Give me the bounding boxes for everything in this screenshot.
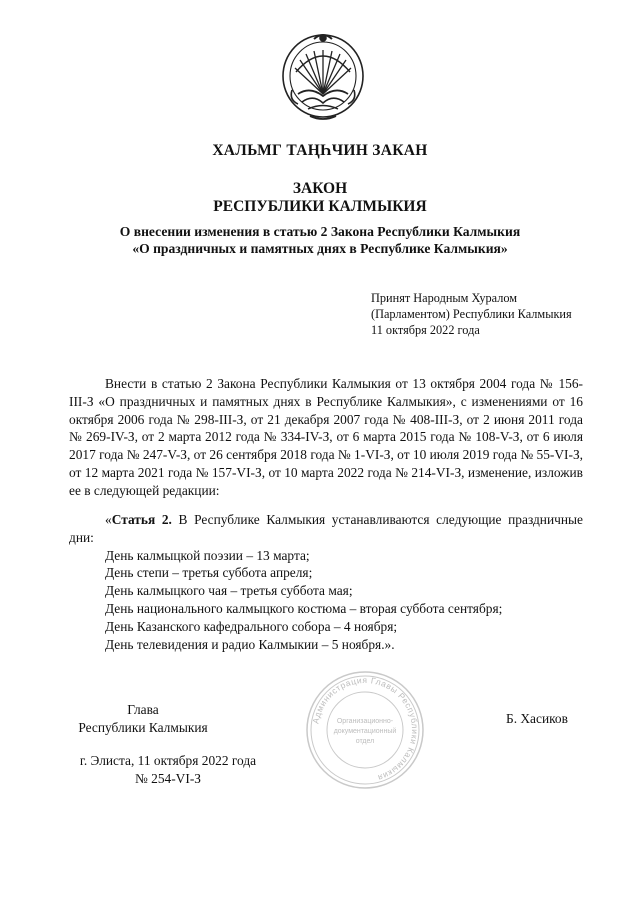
- holiday-item: День телевидения и радио Калмыкии – 5 ноября.».: [105, 636, 395, 652]
- stamp-ring-text: Администрация Главы Республики Калмыкия: [310, 674, 421, 784]
- adoption-note: [371, 290, 572, 338]
- law-title-line-1: ЗАКОН: [292, 180, 348, 197]
- body-paragraph: Внести в статью 2 Закона Республики Калмыкия от 13 октября 2004 года № 156-III-З «О праздничных и памятных днях в Республике Калмыкия», с изменениями от 16 октября 2006 года № 298-III-З, от 21 декабря 2007 года № 408-III-З, от 2 июня 2011 года № 269-IV-З, от 2 марта 2012 года № 334-IV-З, от 6 марта 2015 года № 108-V-З, от 6 июля 2017 года № 247-V-З, от 26 сентября 2018 года № 1-VI-З, от 10 июля 2019 года № 55-VI-З, от 12 марта 2021 года № 157-VI-З, от 10 марта 2022 года № 214-VI-З, изменение, изложив ее в следующей редакции:: [69, 376, 583, 498]
- holiday-item: День калмыцкого чая – третья суббота мая;: [105, 583, 353, 599]
- kalmykia-emblem-icon: [280, 32, 366, 124]
- article-label: Статья 2.: [111, 512, 172, 527]
- signatory-position-line-2: Республики Калмыкия: [78, 720, 208, 735]
- article-lead: [69, 511, 583, 547]
- law-title-kalmyk: ХАЛЬМГ ТАҢҺЧИН ЗАКАН: [212, 142, 428, 159]
- signatory-position-line-1: Глава: [127, 702, 159, 717]
- place-and-number: [64, 752, 272, 788]
- stamp-center-line-3: отдел: [355, 738, 375, 745]
- signatory-position: [68, 701, 218, 737]
- holiday-item: День степи – третья суббота апреля;: [105, 565, 313, 581]
- stamp-center-line-2: документационный: [333, 728, 397, 735]
- law-subtitle-line-2: «О праздничных и памятных днях в Республике Калмыкия»: [132, 241, 508, 256]
- law-subtitle-line-1: О внесении изменения в статью 2 Закона Республики Калмыкия: [119, 224, 521, 239]
- adoption-line-1: Принят Народным Хуралом: [371, 291, 518, 305]
- holiday-item: День Казанского кафедрального собора – 4 ноября;: [105, 618, 398, 634]
- adoption-line-3: 11 октября 2022 года: [371, 323, 480, 337]
- law-title-line-2: РЕСПУБЛИКИ КАЛМЫКИЯ: [213, 198, 427, 215]
- quote-open: «: [105, 512, 112, 527]
- law-subtitle: [0, 223, 640, 257]
- place-date: г. Элиста, 11 октября 2022 года: [79, 753, 257, 768]
- article-intro: В Республике Калмыкия устанавливаются следующие праздничные дни:: [69, 512, 583, 545]
- holiday-item: День национального калмыцкого костюма – вторая суббота сентября;: [105, 600, 503, 616]
- seal-stamp: [304, 669, 426, 791]
- adoption-line-2: (Парламентом) Республики Калмыкия: [371, 307, 572, 321]
- stamp-center-line-1: Организационно-: [336, 718, 394, 725]
- holiday-item: День калмыцкой поэзии – 13 марта;: [105, 547, 310, 563]
- law-title: [0, 180, 640, 216]
- signatory-name: Б. Хасиков: [506, 711, 568, 726]
- article-2: [69, 511, 583, 653]
- law-number: № 254-VI-З: [135, 771, 201, 786]
